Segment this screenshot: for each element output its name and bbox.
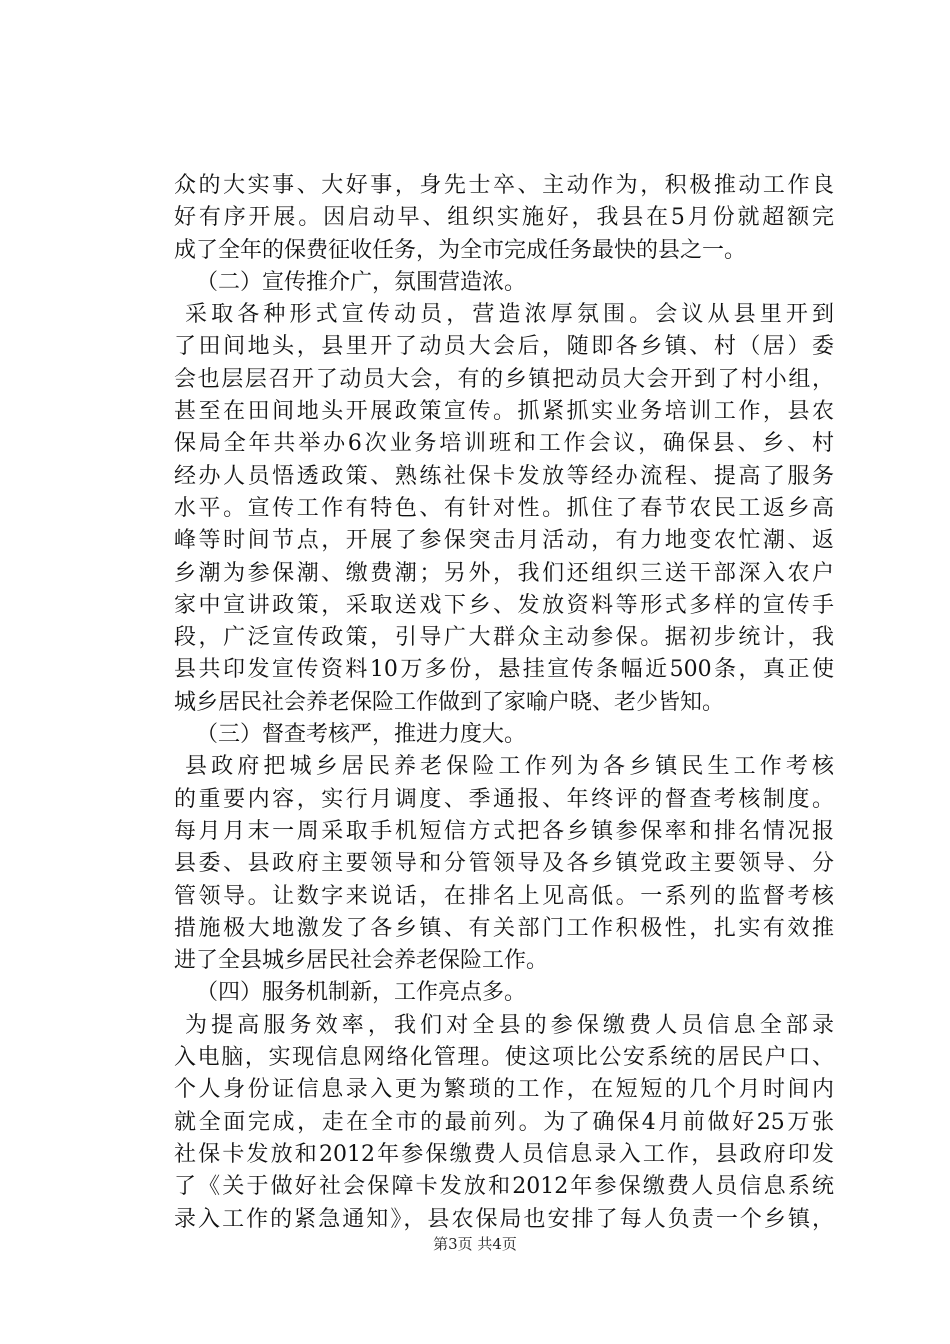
text-line: 管领导。让数字来说话，在排名上见高低。一系列的监督考核 xyxy=(174,883,834,909)
text-line: 为提高服务效率，我们对全县的参保缴费人员信息全部录 xyxy=(185,1012,834,1038)
text-line: 段，广泛宣传政策，引导广大群众主动参保。据初步统计，我 xyxy=(174,625,834,651)
text-line: 了《关于做好社会保障卡发放和2012年参保缴费人员信息系统 xyxy=(174,1174,834,1200)
text-line: 城乡居民社会养老保险工作做到了家喻户晓、老少皆知。 xyxy=(174,689,725,715)
text-line: 措施极大地激发了各乡镇、有关部门工作积极性，扎实有效推 xyxy=(174,915,834,941)
page-footer: 第3页 共4页 xyxy=(433,1235,517,1253)
text-line: （二）宣传推介广，氛围营造浓。 xyxy=(196,269,527,295)
text-line: 个人身份证信息录入更为繁琐的工作，在短短的几个月时间内 xyxy=(174,1077,834,1103)
text-line: 保局全年共举办6次业务培训班和工作会议，确保县、乡、村 xyxy=(174,431,834,457)
text-line: 县委、县政府主要领导和分管领导及各乡镇党政主要领导、分 xyxy=(174,851,834,877)
text-line: 经办人员悟透政策、熟练社保卡发放等经办流程、提高了服务 xyxy=(174,463,834,489)
text-line: 家中宣讲政策，采取送戏下乡、发放资料等形式多样的宣传手 xyxy=(174,592,834,618)
text-line: 每月月末一周采取手机短信方式把各乡镇参保率和排名情况报 xyxy=(174,818,834,844)
text-line: 会也层层召开了动员大会，有的乡镇把动员大会开到了村小组， xyxy=(174,366,834,392)
text-line: 录入工作的紧急通知》，县农保局也安排了每人负责一个乡镇， xyxy=(174,1206,834,1232)
text-line: 乡潮为参保潮、缴费潮；另外，我们还组织三送干部深入农户 xyxy=(174,560,834,586)
text-line: 入电脑，实现信息网络化管理。使这项比公安系统的居民户口、 xyxy=(174,1045,834,1071)
text-line: 峰等时间节点，开展了参保突击月活动，有力地变农忙潮、返 xyxy=(174,528,834,554)
text-line: 成了全年的保费征收任务，为全市完成任务最快的县之一。 xyxy=(174,237,747,263)
text-line: 县政府把城乡居民养老保险工作列为各乡镇民生工作考核 xyxy=(185,754,834,780)
body-text xyxy=(174,170,834,1236)
text-line: 县共印发宣传资料10万多份，悬挂宣传条幅近500条，真正使 xyxy=(174,657,834,683)
text-line: 了田间地头，县里开了动员大会后，随即各乡镇、村（居）委 xyxy=(174,334,834,360)
text-line: 就全面完成，走在全市的最前列。为了确保4月前做好25万张 xyxy=(174,1109,834,1135)
text-line: 进了全县城乡居民社会养老保险工作。 xyxy=(174,948,549,974)
text-line: 好有序开展。因启动早、组织实施好，我县在5月份就超额完 xyxy=(174,205,834,231)
text-line: 水平。宣传工作有特色、有针对性。抓住了春节农民工返乡高 xyxy=(174,495,834,521)
text-line: 采取各种形式宣传动员，营造浓厚氛围。会议从县里开到 xyxy=(185,302,834,328)
text-line: 社保卡发放和2012年参保缴费人员信息录入工作，县政府印发 xyxy=(174,1141,834,1167)
text-line: （四）服务机制新，工作亮点多。 xyxy=(196,980,527,1006)
text-line: 众的大实事、大好事，身先士卒、主动作为，积极推动工作良 xyxy=(174,173,834,198)
text-line: （三）督查考核严，推进力度大。 xyxy=(196,722,527,748)
text-line: 甚至在田间地头开展政策宣传。抓紧抓实业务培训工作，县农 xyxy=(174,399,834,425)
text-line: 的重要内容，实行月调度、季通报、年终评的督查考核制度。 xyxy=(174,786,834,812)
